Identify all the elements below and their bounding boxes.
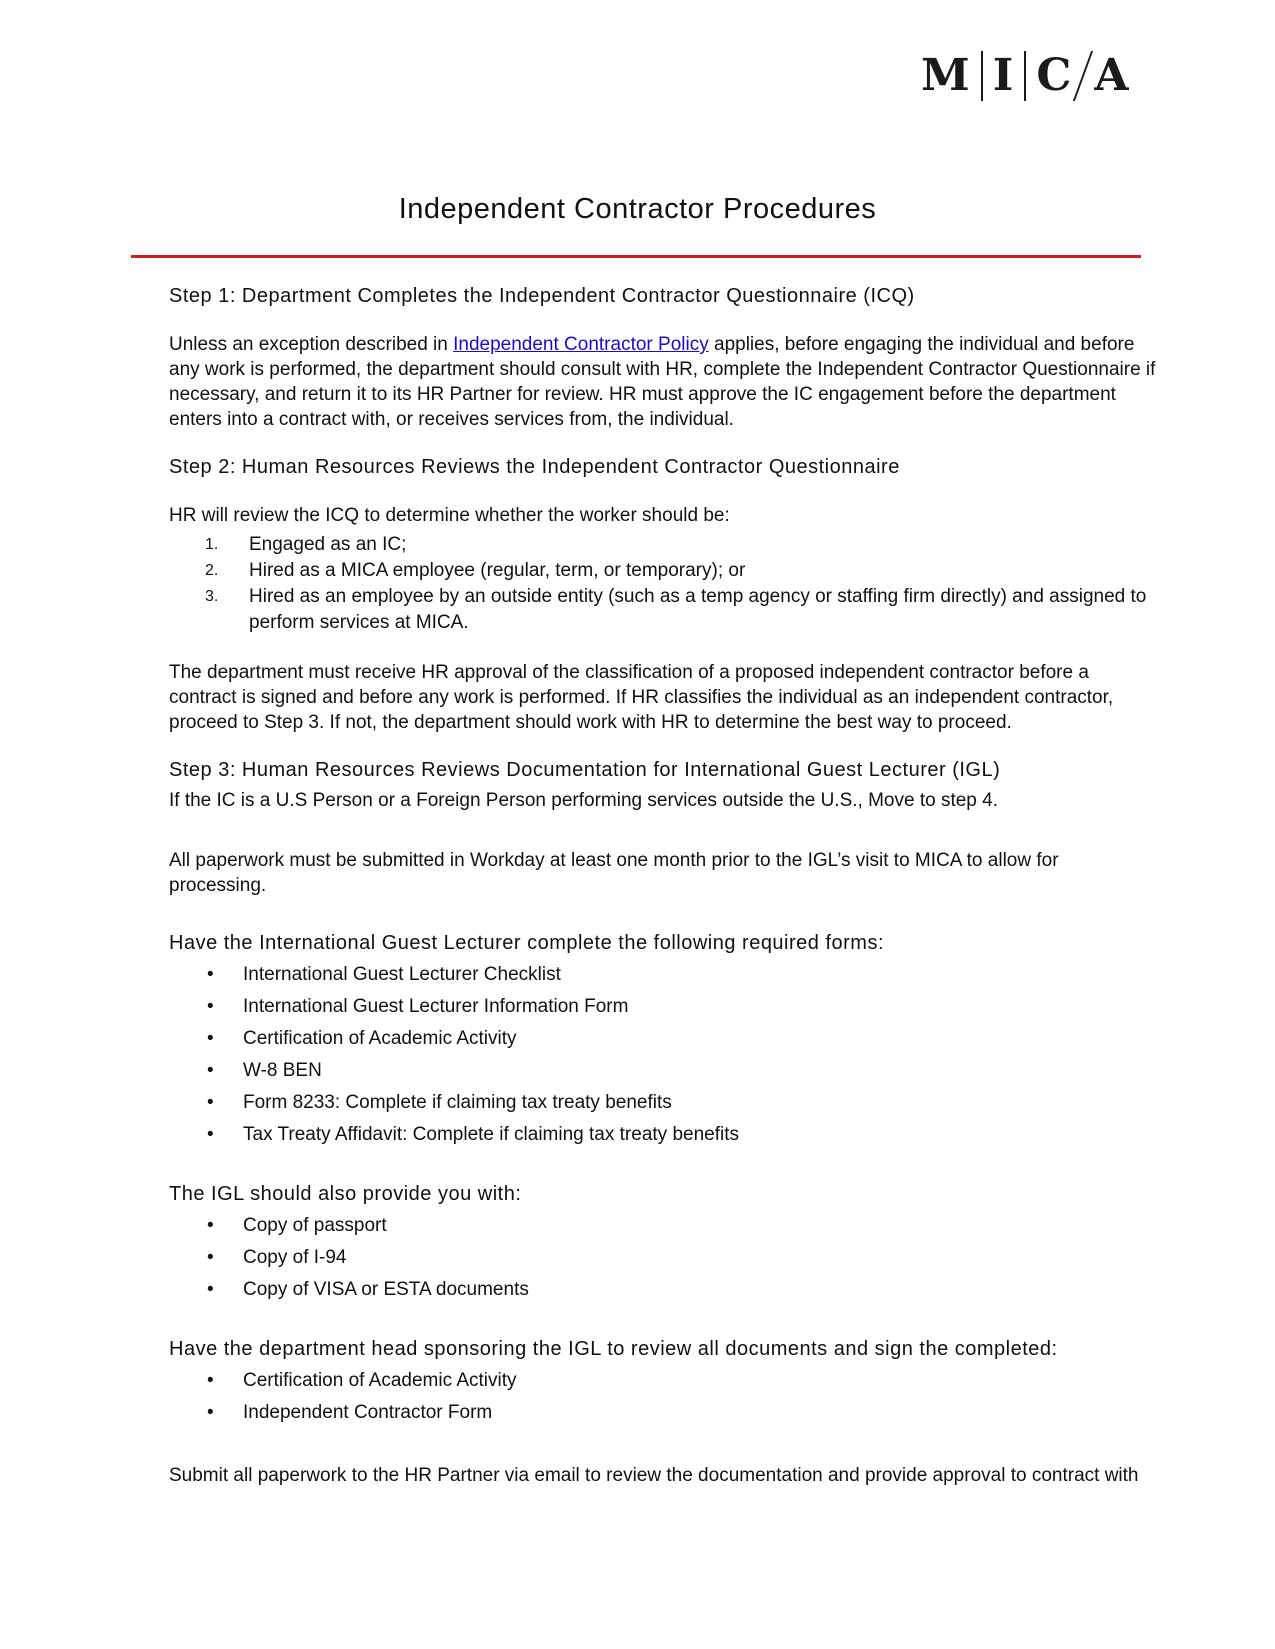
classification-options — [169, 532, 1159, 636]
list-number: 1. — [205, 536, 219, 553]
list-item — [169, 1365, 1159, 1397]
bullet-icon: • — [207, 964, 214, 985]
list-item-text: Copy of passport — [243, 1215, 387, 1236]
independent-contractor-policy-link[interactable]: Independent Contractor Policy — [453, 334, 709, 355]
list-item-text: Engaged as an IC; — [249, 534, 407, 555]
list-item — [169, 1023, 1159, 1055]
bullet-icon: • — [207, 1092, 214, 1113]
list-item — [169, 1274, 1159, 1306]
document-body — [169, 285, 1159, 1488]
logo-divider — [981, 51, 983, 101]
step3-paperwork-paragraph: All paperwork must be submitted in Workday at least one month prior to the IGL’s visit to MICA to allow for processing. — [169, 850, 1059, 896]
list-item — [169, 558, 1159, 584]
bullet-icon: • — [207, 1028, 214, 1049]
list-item — [169, 991, 1159, 1023]
step2-approval-paragraph: The department must receive HR approval of the classification of a proposed independent contractor before a contract is signed and before any work is performed. If HR classifies the individual as an independent contractor, proceed to Step 3. If not, the department should work with HR to determine the best way to proceed. — [169, 662, 1114, 733]
bullet-icon: • — [207, 1215, 214, 1236]
required-forms-list — [169, 959, 1159, 1151]
logo-letter: C — [1036, 50, 1073, 101]
list-item-text: Copy of VISA or ESTA documents — [243, 1279, 529, 1300]
step2-heading: Step 2: Human Resources Reviews the Independent Contractor Questionnaire — [169, 456, 900, 478]
list-item-text: Hired as a MICA employee (regular, term, or temporary); or — [249, 560, 746, 581]
bullet-icon: • — [207, 1279, 214, 1300]
mica-logo — [921, 50, 1129, 101]
bullet-icon: • — [207, 1124, 214, 1145]
page-title: Independent Contractor Procedures — [398, 193, 877, 225]
bullet-icon: • — [207, 1402, 214, 1423]
logo-letter: I — [992, 50, 1015, 101]
bullet-icon: • — [207, 1370, 214, 1391]
list-item — [169, 1210, 1159, 1242]
bullet-icon: • — [207, 1247, 214, 1268]
list-item — [169, 532, 1159, 558]
list-item — [169, 1397, 1159, 1429]
list-item — [169, 1087, 1159, 1119]
bullet-icon: • — [207, 996, 214, 1017]
list-item — [169, 959, 1159, 991]
logo-divider — [1024, 51, 1026, 101]
list-item — [169, 584, 1159, 636]
forms-heading: Have the International Guest Lecturer complete the following required forms: — [169, 932, 885, 954]
step3-heading: Step 3: Human Resources Reviews Documentation for International Guest Lecturer (IGL) — [169, 759, 1001, 781]
list-item-text: International Guest Lecturer Checklist — [243, 964, 561, 985]
submit-paragraph: Submit all paperwork to the HR Partner via email to review the documentation and provide approval to contract with — [169, 1465, 1139, 1486]
list-item — [169, 1242, 1159, 1274]
step1-heading: Step 1: Department Completes the Independent Contractor Questionnaire (ICQ) — [169, 285, 915, 307]
list-item — [169, 1055, 1159, 1087]
list-item-text: Hired as an employee by an outside entity (such as a temp agency or staffing firm directly) and assigned to perform services at MICA. — [249, 586, 1147, 633]
step1-paragraph — [169, 332, 1159, 432]
list-item-text: Certification of Academic Activity — [243, 1028, 517, 1049]
list-number: 2. — [205, 562, 219, 579]
logo-divider — [1073, 51, 1093, 101]
list-item — [169, 1119, 1159, 1151]
step1-text-after-link: applies, before engaging the individual and before any work is performed, the department should consult with HR, complete the Independent Contractor Questionnaire if necessary, and return it to its HR Partner for review. HR must approve the IC engagement before the department enters into a contract with, or receives services from, the individual. — [169, 334, 1156, 430]
provide-documents-list — [169, 1210, 1159, 1306]
sign-heading: Have the department head sponsoring the IGL to review all documents and sign the completed: — [169, 1338, 1058, 1360]
step1-text-before-link: Unless an exception described in — [169, 334, 454, 355]
bullet-icon: • — [207, 1060, 214, 1081]
list-item-text: Independent Contractor Form — [243, 1402, 493, 1423]
list-item-text: Tax Treaty Affidavit: Complete if claiming tax treaty benefits — [243, 1124, 739, 1145]
list-item-text: Certification of Academic Activity — [243, 1370, 517, 1391]
list-number: 3. — [205, 588, 219, 605]
logo-letter: M — [921, 50, 971, 101]
list-item-text: Copy of I-94 — [243, 1247, 347, 1268]
logo-letter: A — [1094, 50, 1130, 101]
list-item-text: International Guest Lecturer Information Form — [243, 996, 629, 1017]
list-item-text: Form 8233: Complete if claiming tax treaty benefits — [243, 1092, 672, 1113]
step3-note: If the IC is a U.S Person or a Foreign Person performing services outside the U.S., Move to step 4. — [169, 790, 998, 811]
provide-heading: The IGL should also provide you with: — [169, 1183, 522, 1205]
step2-intro: HR will review the ICQ to determine whether the worker should be: — [169, 505, 730, 526]
sign-documents-list — [169, 1365, 1159, 1429]
title-divider — [131, 255, 1141, 258]
list-item-text: W-8 BEN — [243, 1060, 322, 1081]
